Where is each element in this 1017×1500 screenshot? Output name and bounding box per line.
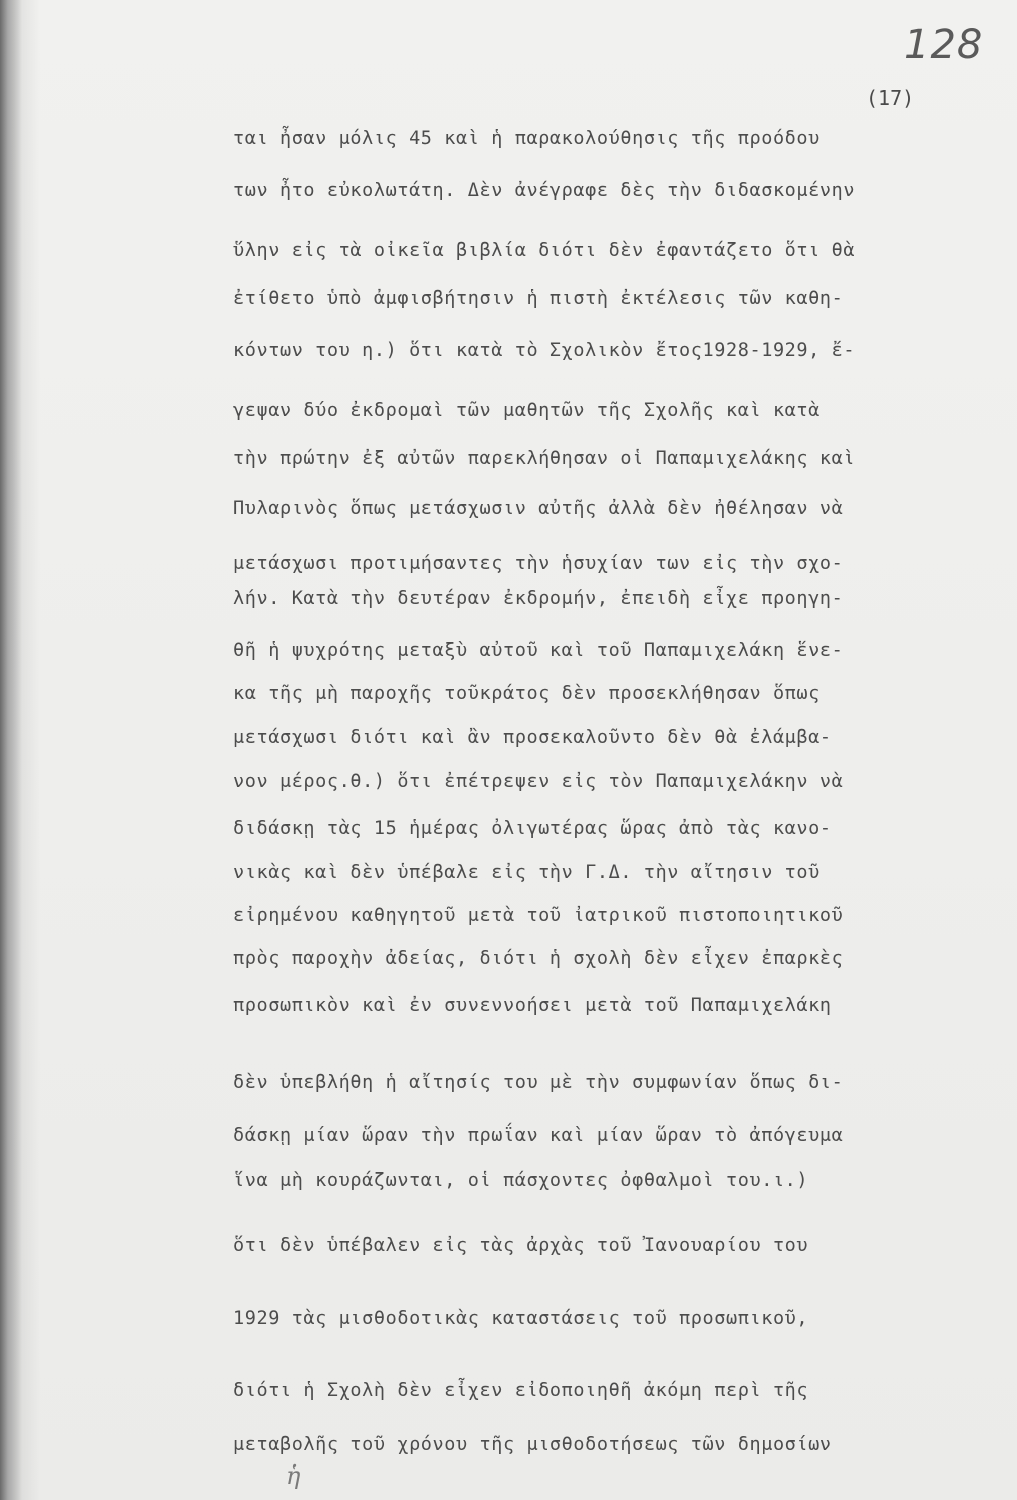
text-line: κα τῆς μὴ παροχῆς τοῦκράτος δὲν προσεκλήθησαν ὅπως (233, 683, 820, 704)
text-line: ὕλην εἰς τὰ οἰκεῖα βιβλία διότι δὲν ἐφαντάζετο ὅτι θὰ (233, 240, 856, 261)
text-line: θῆ ἡ ψυχρότης μεταξὺ αὐτοῦ καὶ τοῦ Παπαμιχελάκη ἕνε- (233, 640, 844, 661)
handwritten-mark: ἡ (286, 1462, 301, 1490)
text-line: των ἦτο εὐκολωτάτη. Δὲν ἀνέγραφε δὲς τὴν διδασκομένην (233, 180, 856, 201)
text-line: νικὰς καὶ δὲν ὑπέβαλε εἰς τὴν Γ.Δ. τὴν αἴτησιν τοῦ (233, 862, 820, 883)
text-line: εἰρημένου καθηγητοῦ μετὰ τοῦ ἰατρικοῦ πιστοποιητικοῦ (233, 905, 844, 926)
text-line: διδάσκῃ τὰς 15 ἡμέρας ὀλιγωτέρας ὥρας ἀπὸ τὰς κανο- (233, 818, 832, 839)
text-line: μεταβολῆς τοῦ χρόνου τῆς μισθοδοτήσεως τῶν δημοσίων (233, 1434, 832, 1455)
text-line: νον μέρος.θ.) ὅτι ἐπέτρεψεν εἰς τὸν Παπαμιχελάκην νὰ (233, 771, 844, 792)
text-line: γεψαν δύο ἐκδρομαὶ τῶν μαθητῶν τῆς Σχολῆς καὶ κατὰ (233, 400, 820, 421)
text-line: δὲν ὑπεβλήθη ἡ αἴτησίς του μὲ τὴν συμφωνίαν ὅπως δι- (233, 1072, 844, 1093)
text-line: ται ἦσαν μόλις 45 καὶ ἡ παρακολούθησις τῆς προόδου (233, 128, 820, 149)
text-line: κόντων του η.) ὅτι κατὰ τὸ Σχολικὸν ἔτος1928-1929, ἔ- (233, 340, 856, 361)
text-line: διότι ἡ Σχολὴ δὲν εἶχεν εἰδοποιηθῆ ἀκόμη περὶ τῆς (233, 1380, 809, 1401)
text-line: ἵνα μὴ κουράζωνται, οἱ πάσχοντες ὀφθαλμοὶ του.ι.) (233, 1170, 809, 1191)
text-line: δάσκῃ μίαν ὥραν τὴν πρωΐαν καὶ μίαν ὥραν τὸ ἀπόγευμα (233, 1125, 844, 1146)
page-number: (17) (866, 86, 915, 110)
text-line: 1929 τὰς μισθοδοτικὰς καταστάσεις τοῦ προσωπικοῦ, (233, 1308, 809, 1329)
text-line: ὅτι δὲν ὑπέβαλεν εἰς τὰς ἀρχὰς τοῦ Ἰανουαρίου του (233, 1235, 809, 1256)
folio-number: 128 (904, 22, 984, 68)
text-line: πρὸς παροχὴν ἀδείας, διότι ἡ σχολὴ δὲν εἶχεν ἐπαρκὲς (233, 948, 844, 969)
text-line: τὴν πρώτην ἐξ αὐτῶν παρεκλήθησαν οἱ Παπαμιχελάκης καὶ (233, 448, 856, 469)
scan-edge-shadow (0, 0, 22, 1500)
text-line: μετάσχωσι διότι καὶ ἂν προσεκαλοῦντο δὲν θὰ ἐλάμβα- (233, 727, 832, 748)
text-line: ἐτίθετο ὑπὸ ἀμφισβήτησιν ἡ πιστὴ ἐκτέλεσις τῶν καθη- (233, 288, 844, 309)
text-line: Πυλαρινὸς ὅπως μετάσχωσιν αὐτῆς ἀλλὰ δὲν ἠθέλησαν νὰ (233, 498, 844, 519)
text-line: προσωπικὸν καὶ ἐν συνεννοήσει μετὰ τοῦ Παπαμιχελάκη (233, 995, 832, 1016)
text-line: λήν. Κατὰ τὴν δευτέραν ἐκδρομήν, ἐπειδὴ εἶχε προηγη- (233, 588, 844, 609)
text-line: μετάσχωσι προτιμήσαντες τὴν ἡσυχίαν των εἰς τὴν σχο- (233, 553, 844, 574)
